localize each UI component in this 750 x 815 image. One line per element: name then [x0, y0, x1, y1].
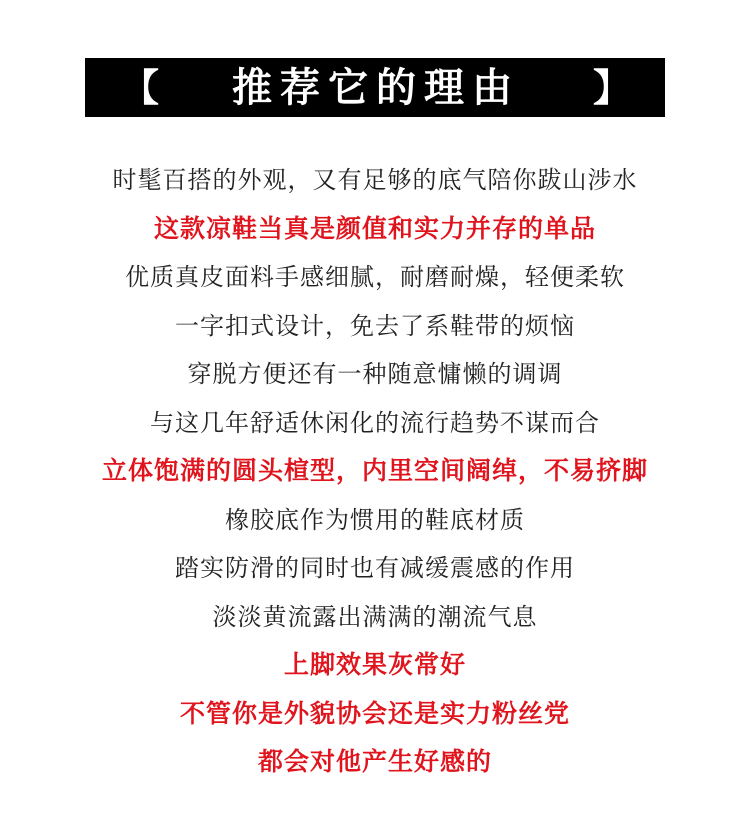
left-bracket: 【	[121, 65, 160, 110]
reason-line: 这款凉鞋当真是颜值和实力并存的单品	[153, 213, 596, 243]
reason-line: 一字扣式设计，免去了系鞋带的烦恼	[175, 311, 575, 340]
right-bracket: 】	[592, 65, 631, 110]
reason-line: 立体饱满的圆头楦型，内里空间阔绰，不易挤脚	[101, 456, 648, 485]
title-banner	[85, 58, 665, 117]
reason-line: 踏实防滑的同时也有减缓震感的作用	[175, 554, 575, 582]
reason-list	[0, 156, 750, 787]
reason-line: 穿脱方便还有一种随意慵懒的调调	[187, 360, 563, 388]
reason-line: 不管你是外貌协会还是实力粉丝党	[179, 698, 570, 728]
reason-line: 上脚效果灰常好	[283, 650, 466, 679]
reason-line: 淡淡黄流露出满满的潮流气息	[212, 602, 538, 631]
reason-line: 与这几年舒适休闲化的流行趋势不谋而合	[150, 408, 600, 437]
reason-line: 橡胶底作为惯用的鞋底材质	[225, 505, 525, 534]
banner-title: 推荐它的理由	[232, 64, 520, 111]
reason-line: 都会对他产生好感的	[257, 747, 492, 776]
reason-line: 优质真皮面料手感细腻，耐磨耐燥，轻便柔软	[125, 263, 625, 291]
reason-line: 时髦百搭的外观，又有足够的底气陪你跋山涉水	[112, 166, 638, 194]
